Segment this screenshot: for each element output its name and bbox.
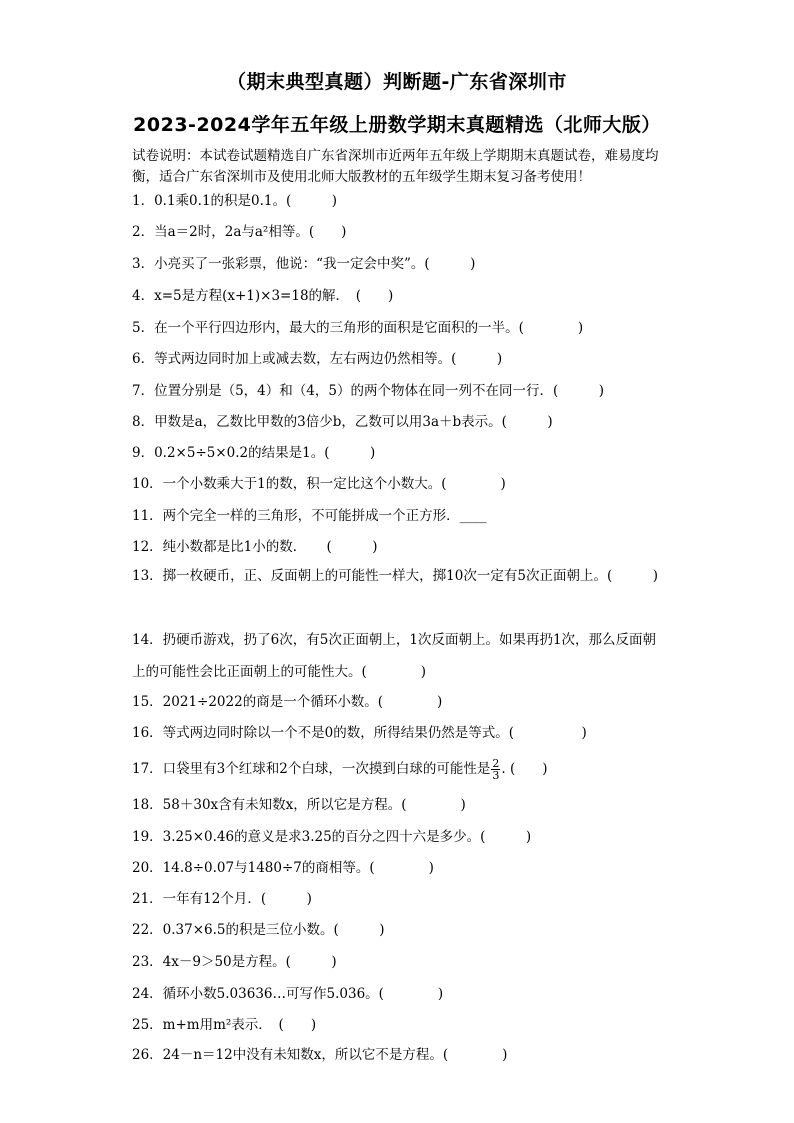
question-25: 25．m+m用m²表示． ( ) [132, 1017, 317, 1033]
question-23: 23．4x－9＞50是方程。( ) [132, 954, 337, 970]
question-9: 9．0.2×5÷5×0.2的结果是1。( ) [132, 445, 376, 461]
question-16: 16．等式两边同时除以一个不是0的数，所得结果仍然是等式。( ) [132, 725, 587, 741]
question-26: 26．24－n＝12中没有未知数x，所以它不是方程。( ) [132, 1047, 508, 1063]
question-4: 4．x=5是方程(x+1)×3=18的解． ( ) [132, 288, 394, 304]
question-3: 3．小亮买了一张彩票，他说：“我一定会中奖”。( ) [132, 256, 476, 272]
question-2: 2．当a＝2时，2a与a²相等。( ) [132, 224, 347, 240]
question-7: 7．位置分别是（5，4）和（4，5）的两个物体在同一列不在同一行．( ) [132, 383, 604, 399]
question-1: 1．0.1乘0.1的积是0.1。( ) [132, 193, 338, 209]
page-title: （期末典型真题）判断题-广东省深圳市 [227, 71, 567, 93]
question-21: 21．一年有12个月．( ) [132, 891, 312, 907]
page-subtitle: 2023-2024学年五年级上册数学期末真题精选（北师大版） [133, 114, 661, 136]
question-10: 10．一个小数乘大于1的数，积一定比这个小数大。( ) [132, 476, 506, 492]
fraction-denominator: 3 [492, 769, 500, 782]
question-12: 12．纯小数都是比1小的数． ( ) [132, 539, 378, 555]
fraction-numerator: 2 [492, 757, 500, 770]
question-15: 15．2021÷2022的商是一个循环小数。( ) [132, 694, 443, 710]
question-17-answer-blank: . ( ) [501, 761, 548, 777]
question-14: 14．扔硬币游戏，扔了6次，有5次正面朝上，1次反面朝上。如果再扔1次，那么反面朝上的可能性会比正面朝上的可能性大。( ) [132, 632, 657, 680]
question-11: 11．两个完全一样的三角形，不可能拼成一个正方形．____ [132, 508, 487, 524]
question-24: 24．循环小数5.03636…可写作5.036。( ) [132, 986, 444, 1002]
question-20: 20．14.8÷0.07与1480÷7的商相等。( ) [132, 860, 434, 876]
question-8: 8．甲数是a，乙数比甲数的3倍少b，乙数可以用3a＋b表示。( ) [132, 414, 553, 430]
question-5: 5．在一个平行四边形内，最大的三角形的面积是它面积的一半。( ) [132, 320, 584, 336]
fraction-two-thirds [491, 758, 500, 781]
question-19: 19．3.25×0.46的意义是求3.25的百分之四十六是多少。( ) [132, 829, 532, 845]
exam-instructions: 试卷说明：本试卷试题精选自广东省深圳市近两年五年级上学期期末真题试卷，难易度均衡，适合广东省深圳市及使用北师大版教材的五年级学生期末复习备考使用！ [132, 148, 659, 185]
question-6: 6．等式两边同时加上或减去数，左右两边仍然相等。( ) [132, 351, 503, 367]
question-17 [132, 758, 692, 781]
question-22: 22．0.37×6.5的积是三位小数。( ) [132, 922, 385, 938]
question-13: 13．掷一枚硬币，正、反面朝上的可能性一样大，掷10次一定有5次正面朝上。( ) [132, 568, 658, 584]
question-17-text: 17．口袋里有3个红球和2个白球，一次摸到白球的可能性是 [132, 761, 491, 777]
question-18: 18．58＋30x含有未知数x，所以它是方程。( ) [132, 797, 466, 813]
